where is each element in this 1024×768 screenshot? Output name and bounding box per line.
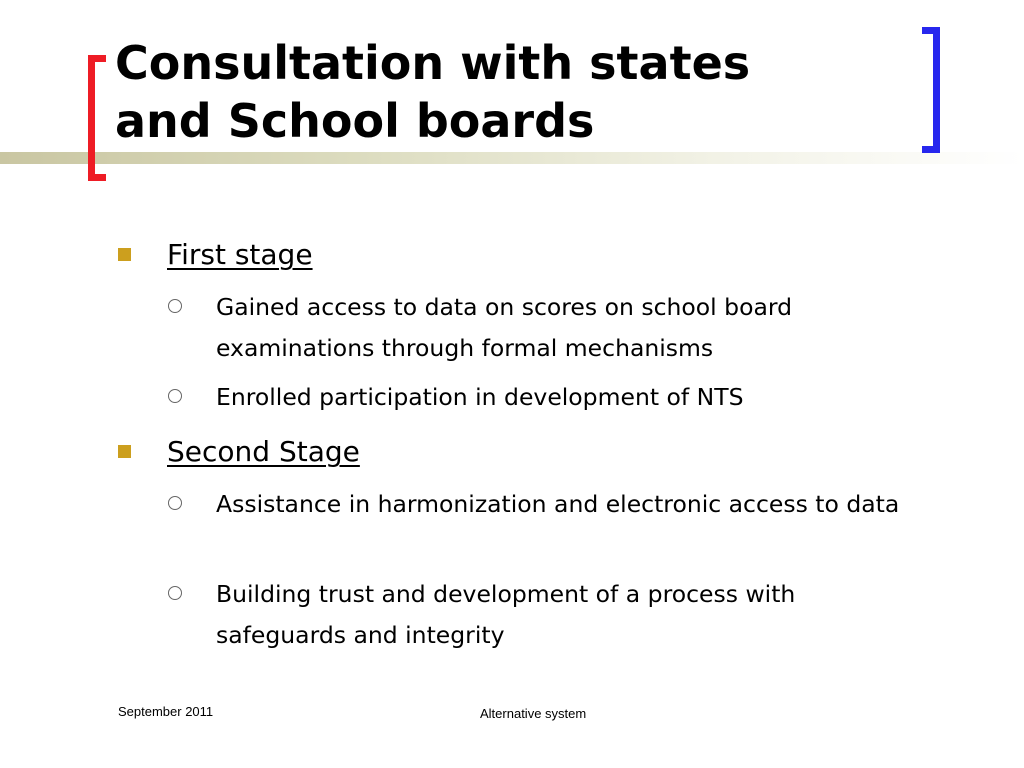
circle-bullet-icon: [168, 299, 182, 313]
sub-bullet-text: Building trust and development of a process with safeguards and integrity: [216, 580, 796, 649]
slide-title: [115, 34, 915, 150]
left-bracket-decoration: [88, 55, 106, 181]
title-line-1: Consultation with states: [115, 36, 751, 90]
bullet-label: Second Stage: [167, 435, 360, 468]
footer-title: Alternative system: [480, 706, 587, 721]
title-decorative-band: [0, 152, 1024, 164]
sub-bullet-text: Assistance in harmonization and electronic access to data: [216, 490, 900, 518]
footer-date: September 2011: [118, 704, 214, 719]
circle-bullet-icon: [168, 496, 182, 510]
square-bullet-icon: [118, 248, 131, 261]
circle-bullet-icon: [168, 389, 182, 403]
circle-bullet-icon: [168, 586, 182, 600]
title-line-2: and School boards: [115, 94, 595, 148]
right-bracket-decoration: [922, 27, 940, 153]
sub-bullet-text: Enrolled participation in development of NTS: [216, 383, 744, 411]
square-bullet-icon: [118, 445, 131, 458]
sub-bullet-text: Gained access to data on scores on school board examinations through formal mechanisms: [216, 293, 793, 362]
bullet-label: First stage: [167, 238, 313, 271]
